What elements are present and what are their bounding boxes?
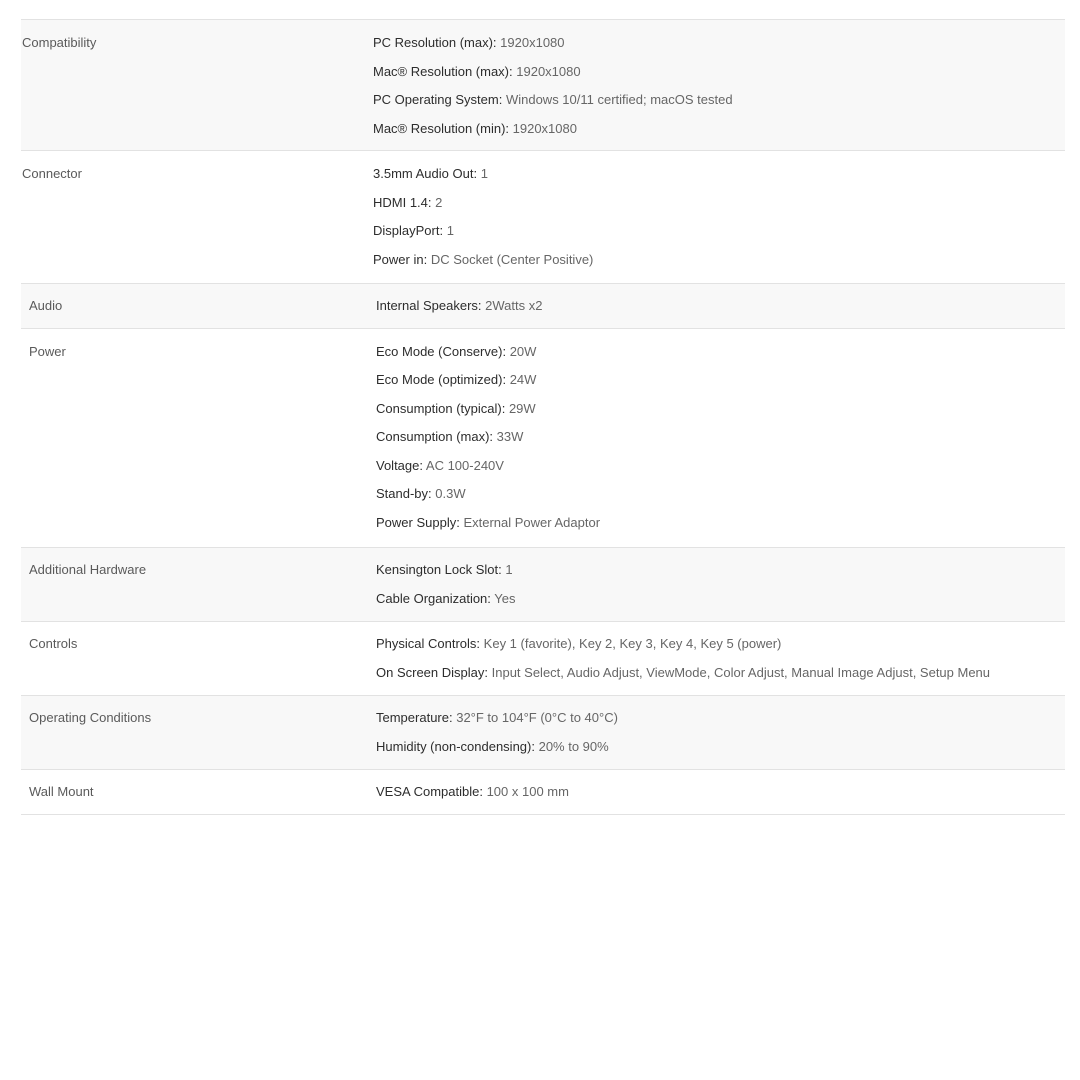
spec-values [373, 29, 1065, 143]
spec-item [376, 423, 1065, 452]
spec-item-value: 2Watts x2 [485, 298, 543, 313]
spec-row-controls [21, 622, 1065, 696]
spec-item [376, 556, 1065, 585]
spec-label: Wall Mount [29, 784, 94, 799]
spec-item [376, 366, 1065, 395]
spec-item [376, 509, 1065, 538]
spec-table [21, 19, 1065, 815]
spec-item-key: Humidity (non-condensing): [376, 738, 535, 754]
spec-item-key: Consumption (max): [376, 429, 494, 444]
spec-item-key: Physical Controls: [376, 636, 481, 651]
spec-row-connector [21, 151, 1065, 284]
spec-item-key: Cable Organization: [376, 590, 491, 606]
spec-item-key: On Screen Display: [376, 664, 488, 680]
spec-item-key: HDMI 1.4: [373, 194, 432, 210]
spec-row-power [21, 329, 1065, 549]
spec-item-key: Kensington Lock Slot: [376, 562, 502, 577]
spec-item-key: Stand-by: [376, 486, 432, 501]
spec-row-additional-hardware [21, 548, 1065, 622]
spec-item [376, 733, 1065, 762]
spec-item [376, 630, 1065, 659]
spec-label: Audio [29, 298, 63, 313]
spec-label: Operating Conditions [29, 710, 152, 725]
spec-item-value: Key 1 (favorite), Key 2, Key 3, Key 4, Key 5 (power) [483, 636, 782, 651]
spec-item-value: 1 [446, 223, 454, 238]
spec-item-value: 20% to 90% [538, 738, 609, 754]
spec-item-value: 24W [509, 372, 537, 387]
spec-item-key: Consumption (typical): [376, 400, 506, 416]
spec-item [376, 338, 1065, 367]
spec-row-audio [21, 284, 1065, 329]
spec-item-key: Mac® Resolution (max): [373, 63, 513, 79]
spec-item-value: Yes [494, 590, 516, 606]
spec-item-key: DisplayPort: [373, 223, 444, 238]
spec-item [376, 292, 1065, 321]
spec-values [376, 704, 1065, 761]
spec-item [376, 480, 1065, 509]
spec-item-value: 20W [509, 343, 537, 359]
spec-item-value: 1 [480, 166, 488, 181]
spec-item-value: 0.3W [435, 486, 466, 501]
spec-label: Connector [22, 166, 82, 181]
spec-item-key: Power Supply: [376, 514, 460, 530]
spec-item [376, 395, 1065, 424]
spec-label: Controls [29, 636, 78, 651]
spec-item-value: 1920x1080 [512, 120, 577, 136]
spec-label: Additional Hardware [29, 562, 147, 577]
spec-row-operating-conditions [21, 696, 1065, 770]
spec-item [373, 217, 1065, 246]
spec-item-value: 1 [505, 562, 513, 577]
spec-item [373, 246, 1065, 275]
spec-item-value: 33W [496, 429, 524, 444]
spec-item-key: PC Resolution (max): [373, 35, 497, 50]
spec-item-value: 1920x1080 [500, 35, 565, 50]
spec-item-key: Mac® Resolution (min): [373, 120, 510, 136]
spec-item [376, 704, 1065, 733]
spec-item-key: Internal Speakers: [376, 298, 482, 313]
spec-item-value: DC Socket (Center Positive) [430, 251, 594, 267]
spec-item-value: AC 100-240V [425, 457, 504, 473]
spec-item-value: Input Select, Audio Adjust, ViewMode, Color Adjust, Manual Image Adjust, Setup Menu [491, 664, 991, 680]
spec-values [376, 778, 1065, 807]
spec-item-value: 29W [508, 400, 536, 416]
spec-item-value: External Power Adaptor [463, 514, 601, 530]
spec-item [376, 452, 1065, 481]
spec-item-key: Voltage: [376, 457, 423, 473]
spec-row-wall-mount [21, 770, 1065, 815]
spec-item [373, 58, 1065, 87]
spec-item [373, 29, 1065, 58]
spec-item-value: 32°F to 104°F (0°C to 40°C) [456, 710, 618, 725]
spec-item-key: Eco Mode (Conserve): [376, 343, 507, 359]
spec-item-key: Power in: [373, 251, 428, 267]
spec-values [373, 160, 1065, 274]
spec-item [373, 189, 1065, 218]
spec-item-key: 3.5mm Audio Out: [373, 166, 478, 181]
spec-item [373, 115, 1065, 144]
spec-item-value: 2 [435, 194, 443, 210]
spec-values [376, 556, 1065, 613]
spec-row-compatibility [21, 20, 1065, 151]
spec-item-key: VESA Compatible: [376, 784, 483, 799]
spec-item [376, 778, 1065, 807]
spec-item-key: PC Operating System: [373, 92, 503, 107]
spec-item-key: Temperature: [376, 710, 453, 725]
spec-item [376, 659, 1065, 688]
spec-label: Power [29, 343, 66, 359]
spec-item-value: 100 x 100 mm [486, 784, 569, 799]
spec-values [376, 338, 1065, 538]
spec-item [373, 86, 1065, 115]
spec-values [376, 292, 1065, 321]
spec-item-value: Windows 10/11 certified; macOS tested [505, 92, 733, 107]
spec-item-key: Eco Mode (optimized): [376, 372, 507, 387]
spec-item-value: 1920x1080 [516, 63, 581, 79]
spec-item [373, 160, 1065, 189]
spec-label: Compatibility [22, 35, 97, 50]
spec-item [376, 585, 1065, 614]
spec-values [376, 630, 1065, 687]
